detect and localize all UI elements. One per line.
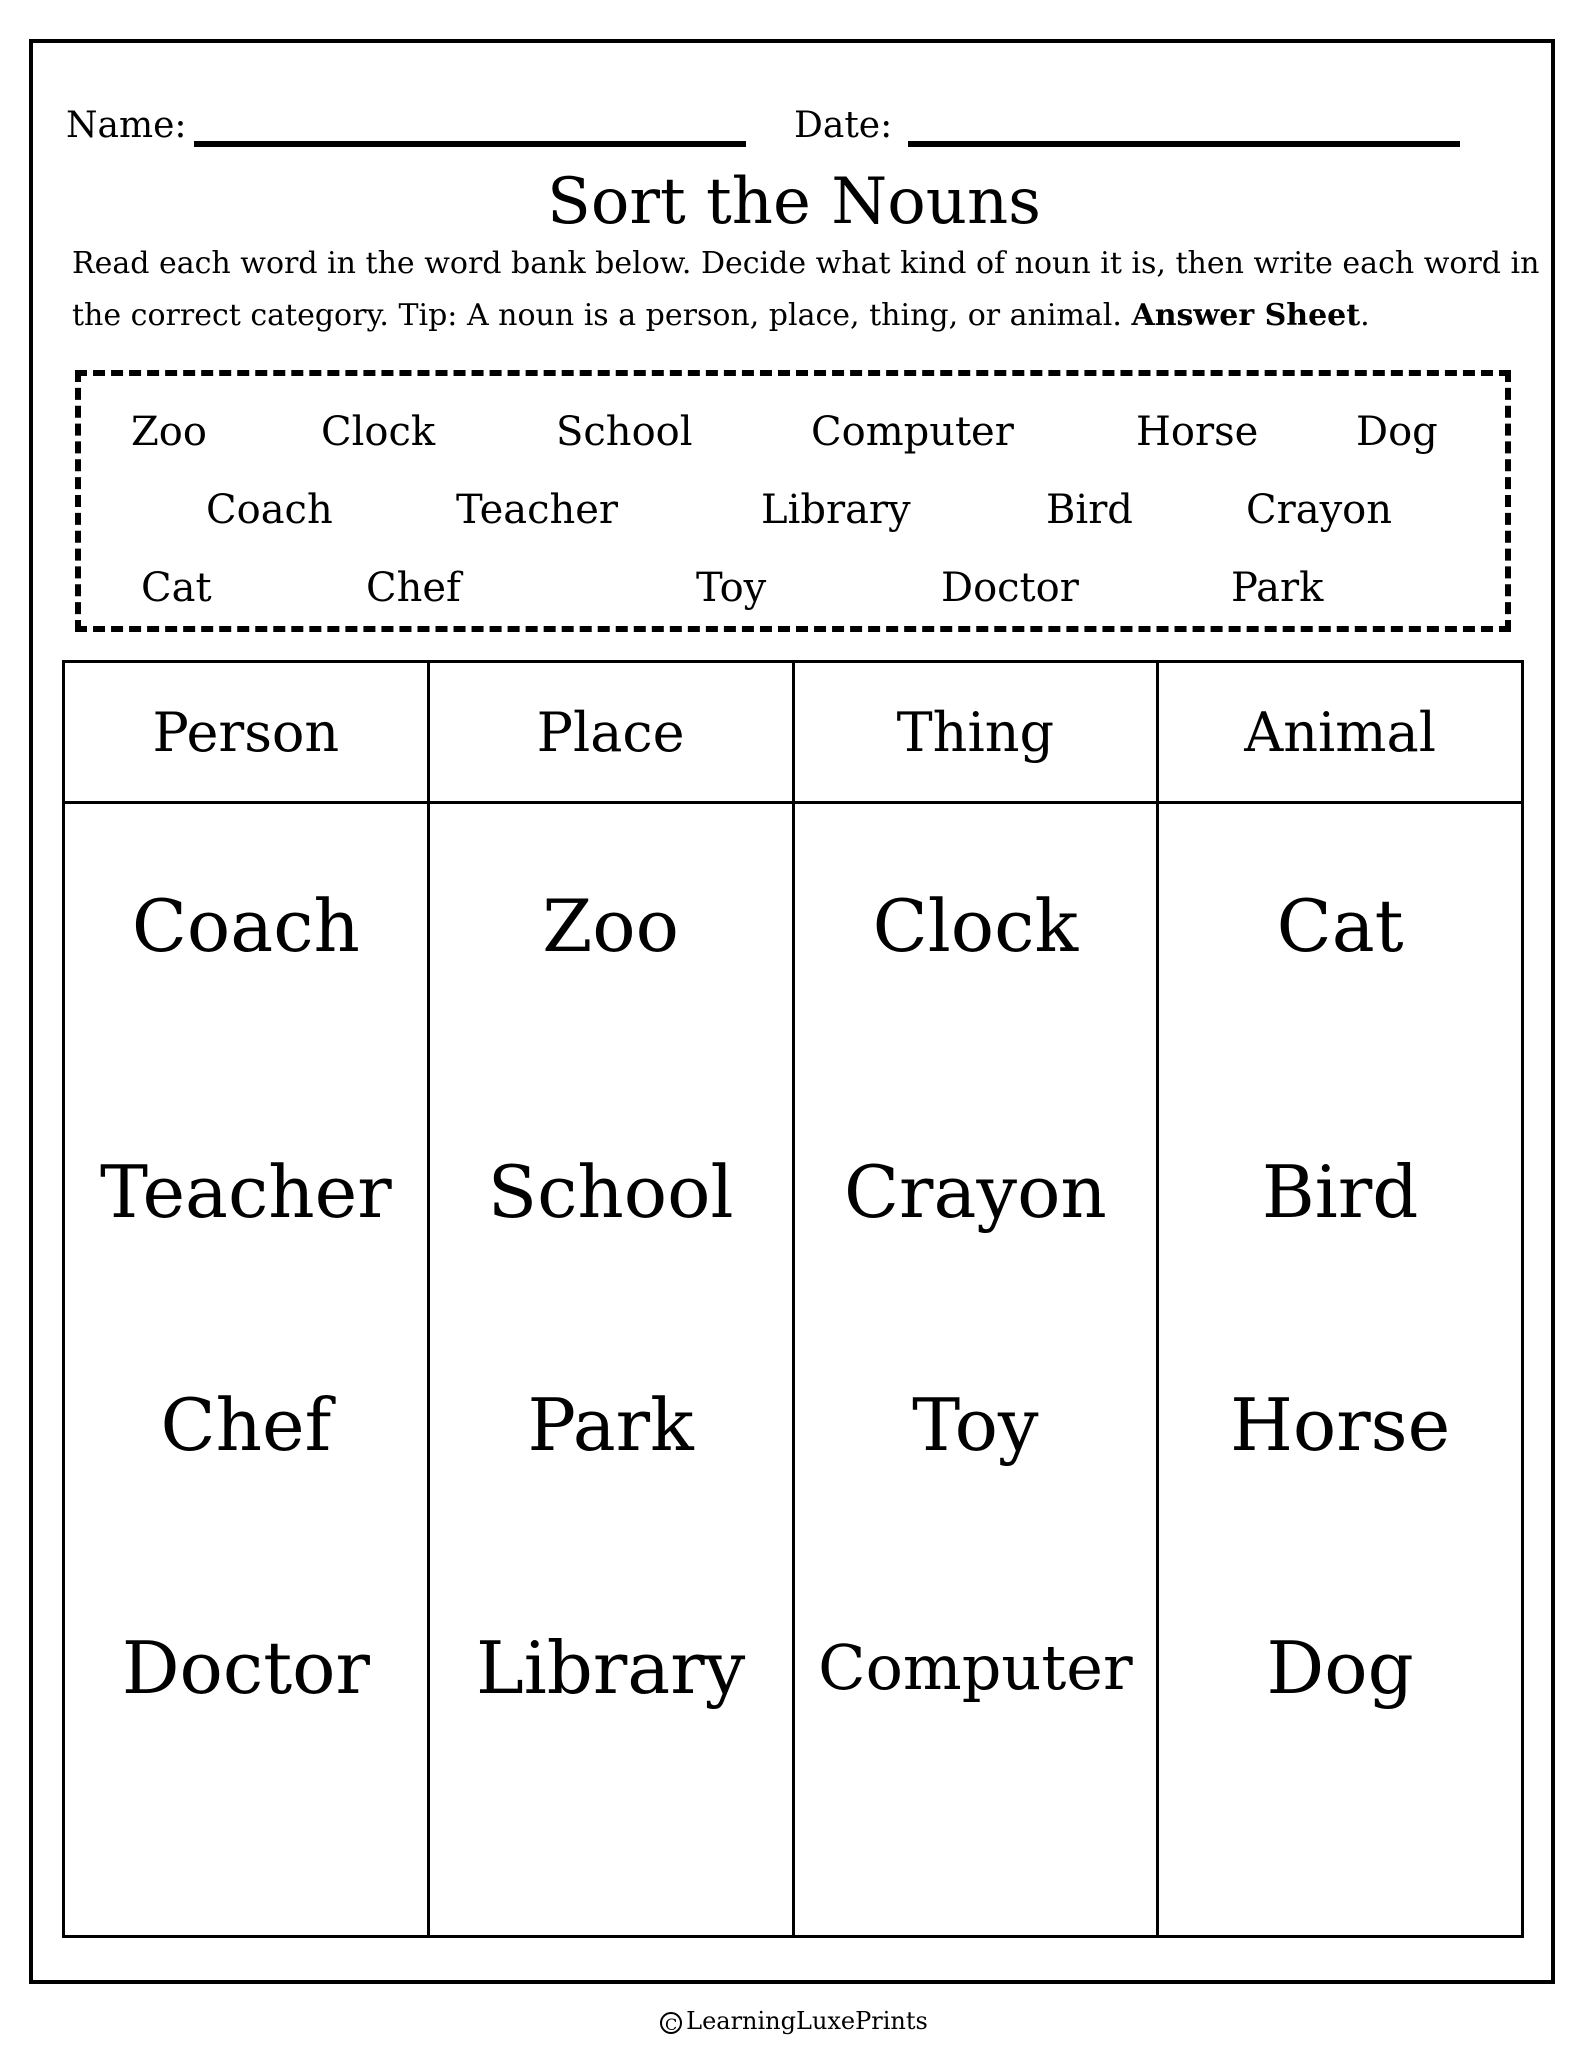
page-title: Sort the Nouns [547, 165, 1041, 239]
column-header: Place [430, 663, 792, 804]
name-label: Name: [66, 105, 187, 146]
word-bank-word: Computer [811, 409, 1014, 455]
word-bank-word: Crayon [1246, 487, 1393, 533]
instructions [72, 238, 1542, 342]
table-cell[interactable]: Chef [160, 1383, 332, 1467]
table-cell[interactable]: Crayon [843, 1150, 1107, 1234]
table-cell[interactable]: Computer [818, 1631, 1133, 1704]
table-cell[interactable]: Teacher [100, 1150, 392, 1234]
column-place [430, 663, 795, 1935]
table-cell[interactable]: Doctor [121, 1626, 370, 1710]
column-header: Animal [1159, 663, 1521, 804]
word-bank-word: Dog [1356, 409, 1438, 455]
table-cell[interactable]: Library [475, 1626, 746, 1710]
word-bank-word: Teacher [456, 487, 619, 533]
table-cell[interactable]: Cat [1276, 884, 1404, 968]
footer-text: LearningLuxePrints [686, 2007, 928, 2035]
table-cell[interactable]: Dog [1266, 1626, 1414, 1710]
word-bank-word: Horse [1136, 409, 1259, 455]
table-cell[interactable]: Park [527, 1383, 694, 1467]
name-date-row [66, 105, 1526, 155]
word-bank-word: Chef [366, 565, 461, 611]
word-bank-word: Toy [696, 565, 767, 611]
instructions-text: Read each word in the word bank below. Decide what kind of noun it is, then write each word in the correct category. Tip: A noun is a person, place, thing, or animal. [72, 246, 1540, 333]
copyright-icon: C [660, 2012, 682, 2034]
column-thing [795, 663, 1160, 1935]
table-cell[interactable]: Coach [131, 884, 360, 968]
word-bank-word: Library [761, 487, 911, 533]
column-header: Person [65, 663, 427, 804]
table-cell[interactable]: Bird [1261, 1150, 1419, 1234]
word-bank-word: School [556, 409, 693, 455]
word-bank-word: Bird [1046, 487, 1133, 533]
column-animal [1159, 663, 1521, 1935]
column-person [65, 663, 430, 1935]
table-cell[interactable]: Horse [1230, 1383, 1451, 1467]
word-bank-word: Coach [206, 487, 333, 533]
table-cell[interactable]: Zoo [542, 884, 679, 968]
table-cell[interactable]: Toy [912, 1383, 1039, 1467]
word-bank-word: Clock [321, 409, 436, 455]
table-cell[interactable]: Clock [872, 884, 1079, 968]
date-field[interactable] [908, 141, 1460, 147]
footer [0, 2003, 1588, 2039]
table-cell[interactable]: School [487, 1150, 734, 1234]
name-field[interactable] [194, 141, 746, 147]
instructions-end: . [1360, 298, 1370, 333]
date-label: Date: [794, 105, 893, 146]
answer-sheet-label: Answer Sheet [1131, 298, 1361, 333]
word-bank-word: Doctor [941, 565, 1079, 611]
noun-sort-table [62, 660, 1524, 1938]
word-bank-word: Cat [141, 565, 212, 611]
column-header: Thing [795, 663, 1157, 804]
word-bank-word: Park [1231, 565, 1324, 611]
word-bank-word: Zoo [131, 409, 207, 455]
word-bank [75, 370, 1511, 632]
